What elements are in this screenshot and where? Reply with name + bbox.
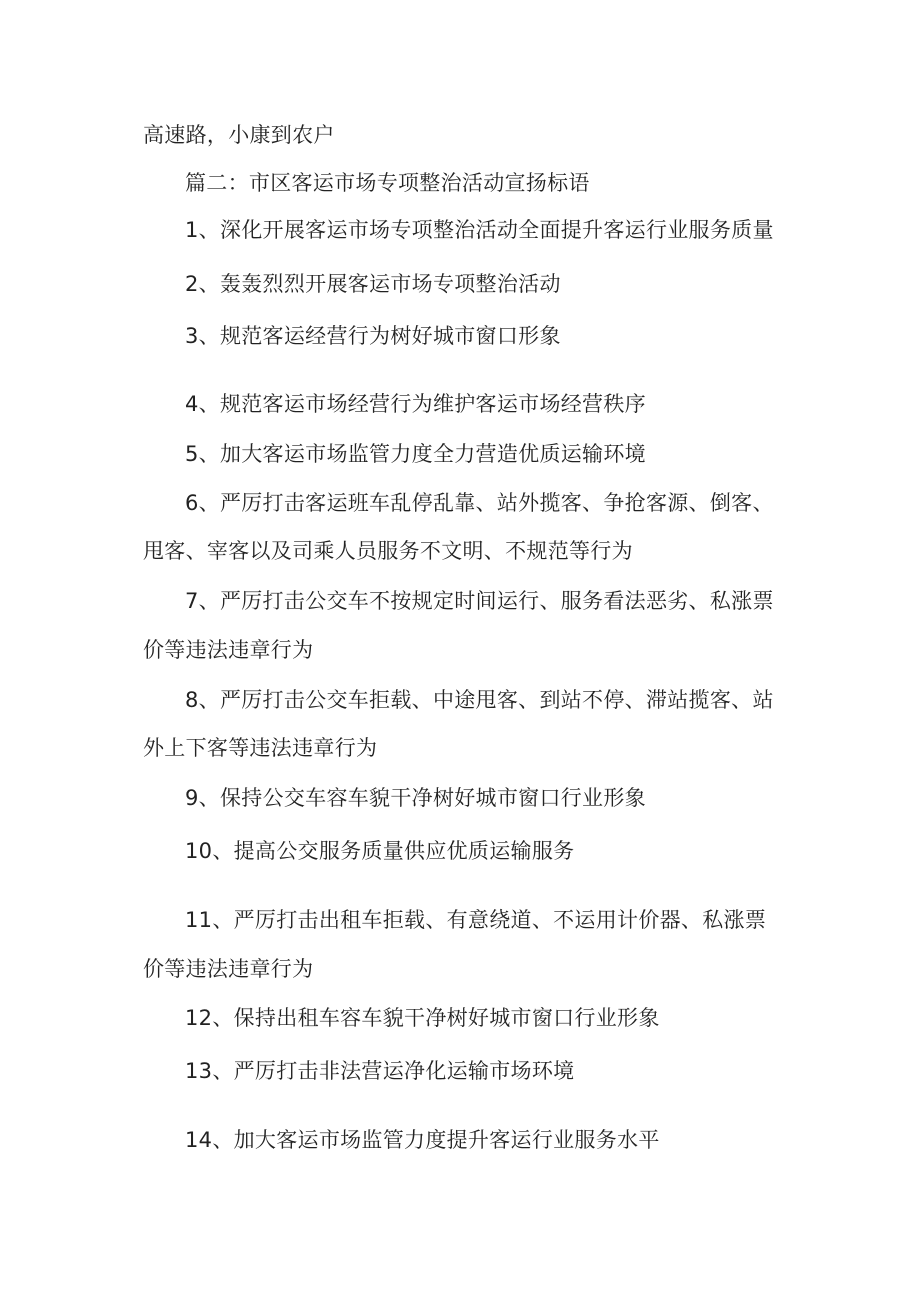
slogan-item-11: 11、严厉打击出租车拒载、有意绕道、不运用计价器、私涨票 <box>185 908 767 932</box>
slogan-item-6: 6、严厉打击客运班车乱停乱靠、站外揽客、争抢客源、倒客、 <box>185 491 774 515</box>
slogan-item-8: 8、严厉打击公交车拒载、中途甩客、到站不停、滞站揽客、站 <box>185 688 774 712</box>
slogan-item-2: 2、轰轰烈烈开展客运市场专项整治活动 <box>185 272 561 296</box>
section-heading: 篇二：市区客运市场专项整治活动宣扬标语 <box>185 171 590 195</box>
slogan-item-12: 12、保持出租车容车貌干净树好城市窗口行业形象 <box>185 1006 660 1030</box>
slogan-item-5: 5、加大客运市场监管力度全力营造优质运输环境 <box>185 442 646 466</box>
slogan-item-6-cont: 甩客、宰客以及司乘人员服务不文明、不规范等行为 <box>143 539 633 563</box>
slogan-item-4: 4、规范客运市场经营行为维护客运市场经营秩序 <box>185 392 646 416</box>
slogan-item-11-cont: 价等违法违章行为 <box>143 957 314 981</box>
slogan-item-8-cont: 外上下客等违法违章行为 <box>143 736 378 760</box>
slogan-item-1: 1、深化开展客运市场专项整治活动全面提升客运行业服务质量 <box>185 218 774 242</box>
slogan-item-3: 3、规范客运经营行为树好城市窗口形象 <box>185 324 561 348</box>
slogan-item-14: 14、加大客运市场监管力度提升客运行业服务水平 <box>185 1128 660 1152</box>
slogan-item-7: 7、严厉打击公交车不按规定时间运行、服务看法恶劣、私涨票 <box>185 589 774 613</box>
text-line-continuation: 高速路，小康到农户 <box>143 123 335 147</box>
slogan-item-10: 10、提高公交服务质量供应优质运输服务 <box>185 839 575 863</box>
slogan-item-13: 13、严厉打击非法营运净化运输市场环境 <box>185 1059 575 1083</box>
slogan-item-7-cont: 价等违法违章行为 <box>143 638 314 662</box>
slogan-item-9: 9、保持公交车容车貌干净树好城市窗口行业形象 <box>185 786 646 810</box>
